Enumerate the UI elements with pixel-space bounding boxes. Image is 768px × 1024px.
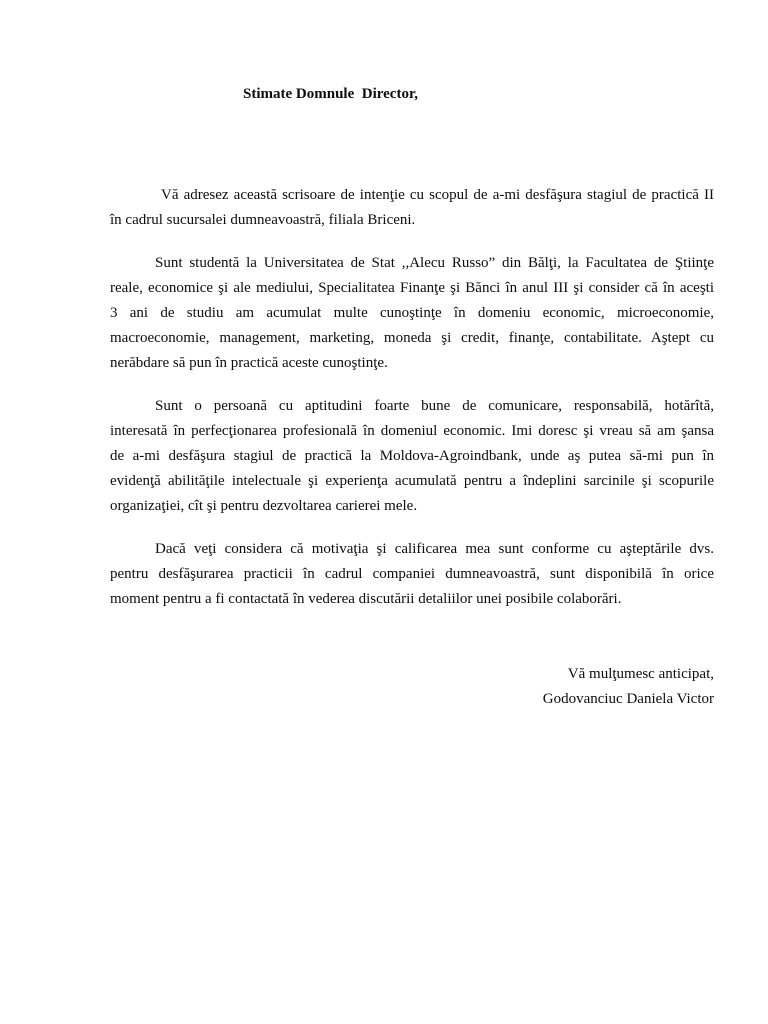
- paragraph-line: în cadrul sucursalei dumneavoastră, filiala Briceni.: [110, 212, 416, 228]
- paragraph-3: [110, 394, 714, 519]
- paragraph-line: reale, economice şi ale mediului, Specialitatea Finanţe şi Bănci în anul III şi consider că în aceşti: [110, 280, 714, 296]
- paragraph-line: Vă adresez această scrisoare de intenţie cu scopul de a-mi desfăşura stagiul de practică II: [161, 187, 714, 203]
- paragraph-line: evidenţă abilităţile intelectuale şi experienţa acumulată pentru a îndeplini sarcinile şi scopurile: [110, 473, 714, 489]
- paragraph-line: Sunt o persoană cu aptitudini foarte bune de comunicare, responsabilă, hotărîtă,: [155, 398, 714, 414]
- closing-thanks: Vă mulţumesc anticipat,: [567, 666, 714, 682]
- paragraph-line: moment pentru a fi contactată în vederea discutării detaliilor unei posibile colaborări.: [110, 591, 622, 607]
- paragraph-line: organizaţiei, cît şi pentru dezvoltarea carierei mele.: [110, 498, 418, 514]
- paragraph-line: nerăbdare să pun în practică aceste cunoştinţe.: [110, 355, 388, 371]
- paragraph-line: 3 ani de studiu am acumulat multe cunoştinţe în domeniu economic, microeconomie,: [110, 305, 714, 321]
- paragraph-line: pentru desfăşurarea practicii în cadrul companiei dumneavoastră, sunt disponibilă în orice: [110, 566, 714, 582]
- paragraph-line: de a-mi desfăşura stagiul de practică la Moldova-Agroindbank, unde aş putea să-mi pun în: [110, 448, 714, 464]
- paragraph-4: [110, 537, 714, 612]
- paragraph-line: Dacă veţi considera că motivaţia şi calificarea mea sunt conforme cu aşteptările dvs.: [155, 541, 714, 557]
- salutation-heading: Stimate Domnule Director,: [243, 86, 418, 102]
- letter-body: [110, 183, 714, 630]
- paragraph-line: Sunt studentă la Universitatea de Stat ,,Alecu Russo” din Bălţi, la Facultatea de Ştiinţe: [155, 255, 714, 271]
- closing-block: [543, 662, 714, 712]
- paragraph-line: macroeconomie, management, marketing, moneda şi credit, finanţe, contabilitate. Aştept cu: [110, 330, 714, 346]
- paragraph-line: interesată în perfecţionarea profesională în domeniul economic. Imi doresc şi vreau să am şansa: [110, 423, 714, 439]
- paragraph-1: [110, 183, 714, 233]
- signature-name: Godovanciuc Daniela Victor: [542, 691, 714, 707]
- paragraph-2: [110, 251, 714, 376]
